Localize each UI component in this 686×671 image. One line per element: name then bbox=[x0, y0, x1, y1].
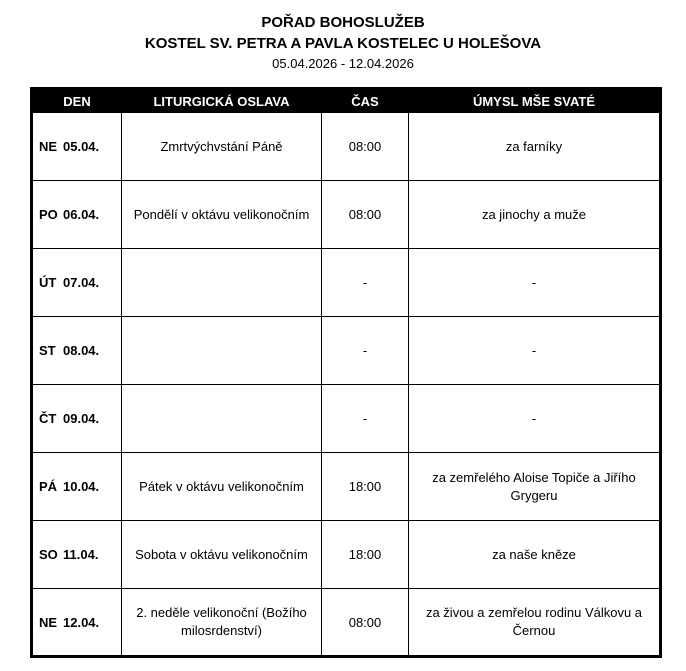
day-abbr: NE bbox=[39, 614, 58, 630]
table-row bbox=[32, 113, 661, 181]
date-range: 05.04.2026 - 12.04.2026 bbox=[272, 56, 414, 71]
day-date: 12.04. bbox=[63, 614, 100, 630]
column-header-cas: ČAS bbox=[322, 89, 409, 113]
day-cell bbox=[32, 317, 122, 385]
table-row bbox=[32, 317, 661, 385]
day-date: 09.04. bbox=[63, 411, 100, 426]
day-cell bbox=[32, 385, 122, 453]
celebration-cell: Zmrtvýchvstání Páně bbox=[122, 113, 322, 181]
time-cell: 18:00 bbox=[322, 521, 409, 589]
day-cell bbox=[32, 249, 122, 317]
day-abbr: NE bbox=[39, 139, 58, 154]
day-date: 07.04. bbox=[63, 275, 100, 290]
church-name: KOSTEL SV. PETRA A PAVLA KOSTELEC U HOLEŠOVA bbox=[144, 35, 542, 52]
day-date: 05.04. bbox=[63, 139, 100, 154]
time-cell: 18:00 bbox=[322, 453, 409, 521]
celebration-cell bbox=[122, 317, 322, 385]
table-row bbox=[32, 385, 661, 453]
column-header-liturgicka-oslava: LITURGICKÁ OSLAVA bbox=[122, 89, 322, 113]
day-abbr: SO bbox=[39, 547, 58, 562]
table-row bbox=[32, 181, 661, 249]
day-abbr: ST bbox=[39, 343, 56, 358]
celebration-cell: 2. neděle velikonoční (Božího milosrdenství) bbox=[122, 589, 322, 657]
celebration-cell: Sobota v oktávu velikonočním bbox=[122, 521, 322, 589]
document-header bbox=[0, 12, 686, 73]
intention-cell: - bbox=[409, 317, 661, 385]
day-cell bbox=[32, 521, 122, 589]
day-cell bbox=[32, 453, 122, 521]
intention-cell: za naše kněze bbox=[409, 521, 661, 589]
intention-cell: - bbox=[409, 249, 661, 317]
celebration-cell bbox=[122, 385, 322, 453]
celebration-cell: Pátek v oktávu velikonočním bbox=[122, 453, 322, 521]
day-date: 06.04. bbox=[63, 207, 100, 222]
day-abbr: ÚT bbox=[39, 275, 57, 290]
time-cell: - bbox=[322, 385, 409, 453]
intention-cell: za jinochy a muže bbox=[409, 181, 661, 249]
day-date: 10.04. bbox=[63, 479, 100, 494]
time-cell: 08:00 bbox=[322, 589, 409, 657]
table-row bbox=[32, 249, 661, 317]
intention-cell: za živou a zemřelou rodinu Válkovu a Černou bbox=[409, 589, 661, 657]
day-abbr: ČT bbox=[39, 411, 57, 426]
table-row bbox=[32, 589, 661, 657]
table-row bbox=[32, 521, 661, 589]
day-date: 11.04. bbox=[63, 547, 99, 562]
time-cell: - bbox=[322, 317, 409, 385]
day-abbr: PÁ bbox=[39, 479, 58, 494]
day-cell bbox=[32, 181, 122, 249]
intention-cell: za farníky bbox=[409, 113, 661, 181]
table-header-row bbox=[32, 89, 661, 113]
table-row bbox=[32, 453, 661, 521]
day-date: 08.04. bbox=[63, 343, 100, 358]
schedule-table bbox=[30, 87, 662, 658]
column-header-umysl: ÚMYSL MŠE SVATÉ bbox=[409, 89, 661, 113]
celebration-cell bbox=[122, 249, 322, 317]
celebration-cell: Pondělí v oktávu velikonočním bbox=[122, 181, 322, 249]
intention-cell: - bbox=[409, 385, 661, 453]
day-abbr: PO bbox=[39, 207, 58, 222]
intention-cell: za zemřelého Aloise Topiče a Jiřího Grygeru bbox=[409, 453, 661, 521]
day-cell bbox=[32, 113, 122, 181]
time-cell: - bbox=[322, 249, 409, 317]
page-title: POŘAD BOHOSLUŽEB bbox=[261, 14, 425, 31]
day-cell bbox=[32, 589, 122, 657]
column-header-den: DEN bbox=[32, 89, 122, 113]
time-cell: 08:00 bbox=[322, 181, 409, 249]
time-cell: 08:00 bbox=[322, 113, 409, 181]
